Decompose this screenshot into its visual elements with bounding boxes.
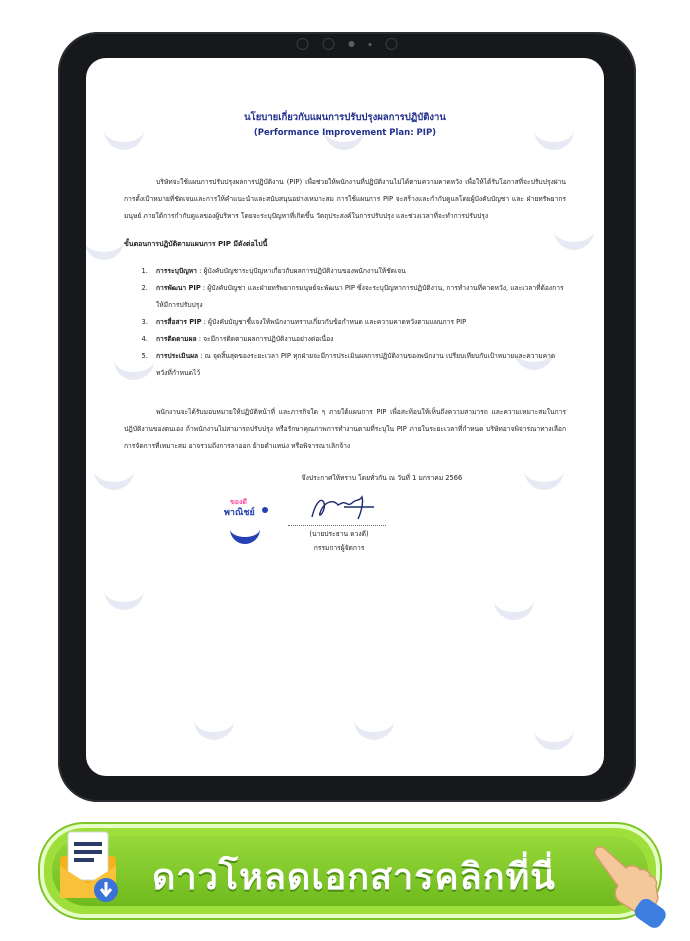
step-text: : ผู้บังคับบัญชา และฝ่ายทรัพยากรมนุษย์จะพัฒนา PIP ซึ่งจะระบุปัญหาการปฏิบัติงาน, การทำงานที่คาดหวัง, และเวลาที่ต้องการให้มีการปรับปรุง <box>156 284 564 309</box>
watermark-logo <box>526 698 586 748</box>
signature-line <box>288 525 386 526</box>
logo-smile-icon <box>230 515 260 544</box>
document-title: นโยบายเกี่ยวกับแผนการปรับปรุงผลการปฏิบัติงาน <box>244 112 446 123</box>
step-label: การสื่อสาร PIP <box>156 318 202 326</box>
document-subtitle: (Performance Improvement Plan: PIP) <box>253 128 437 138</box>
step-label: การประเมินผล <box>156 352 199 360</box>
watermark-logo <box>346 688 406 738</box>
intro-paragraph: บริษัทจะใช้แผนการปรับปรุงผลการปฏิบัติงาน (PIP) เพื่อช่วยให้พนักงานที่ปฏิบัติงานไม่ได้ตามความคาดหวัง เพื่อให้ได้รับโอกาสที่จะปรับปรุงผ่านการตั้งเป้าหมายที่ชัดเจนและการให้คำแนะนำและสนับสนุนอย่างเหมาะสม การใช้แผนการ PIP จะสร้างและกำกับดูแลโดยผู้บังคับบัญชา และ ฝ่ายทรัพยากรมนุษย์ ภายใต้การกำกับดูแลของผู้บริหาร โดยจะระบุปัญหาที่เกิดขึ้น วัตถุประสงค์ในการปรับปรุง และช่วงเวลาที่จะทำการปรับปรุง <box>124 178 566 220</box>
step-label: การระบุปัญหา <box>156 267 197 275</box>
company-logo <box>222 493 272 543</box>
envelope-download-icon <box>56 828 120 904</box>
steps-list <box>124 263 566 382</box>
step-item <box>150 331 566 348</box>
step-item <box>150 263 566 280</box>
step-item <box>150 280 566 314</box>
signer-name: (นายประธาน ดวงดี) <box>309 530 369 538</box>
camera-lens-icon <box>349 41 355 47</box>
logo-dot-icon <box>262 507 268 513</box>
step-item <box>150 348 566 382</box>
signature-icon <box>304 493 384 523</box>
closing-paragraph: พนักงานจะได้รับมอบหมายให้ปฏิบัติหน้าที่ และภารกิจใด ๆ ภายใต้แผนการ PIP เพื่อสะท้อนให้เห็นถึงความสามารถ และความเหมาะสมในการปฏิบัติงานของตนเอง ถ้าพนักงานไม่สามารถปรับปรุง หรือรักษาคุณภาพการทำงานตามที่ระบุใน PIP ภายในระยะเวลาที่กำหนด บริษัทอาจพิจารณาทางเลือกการจัดการที่เหมาะสม อาจรวมถึงการลาออก ย้ายตำแหน่ง หรือพิจารณาเลิกจ้าง <box>124 408 566 450</box>
signer-title: กรรมการผู้จัดการ <box>313 544 365 552</box>
announcement: จึงประกาศให้ทราบ โดยทั่วกัน ณ วันที่ 1 มกราคม 2566 <box>301 474 463 482</box>
watermark-logo <box>186 688 246 738</box>
download-banner-button[interactable] <box>40 824 660 918</box>
signature-block <box>124 485 566 559</box>
step-text: : ผู้บังคับบัญชาชี้แจงให้พนักงานทราบเกี่ยวกับข้อกำหนด และความคาดหวังตามแผนการ PIP <box>201 318 467 326</box>
sensor-icon <box>369 43 372 46</box>
signer <box>274 527 404 555</box>
camera-ring-icon <box>323 38 335 50</box>
step-text: : ผู้บังคับบัญชาระบุปัญหาเกี่ยวกับผลการปฏิบัติงานของพนักงานให้ชัดเจน <box>196 267 406 275</box>
download-banner-label: ดาวโหลดเอกสารคลิกที่นี่ <box>152 857 556 898</box>
policy-document <box>124 110 566 559</box>
step-label: การพัฒนา PIP <box>156 284 201 292</box>
step-item <box>150 314 566 331</box>
watermark-logo <box>486 568 546 618</box>
pointing-hand-icon <box>586 838 672 928</box>
step-text: : ณ จุดสิ้นสุดของระยะเวลา PIP ทุกฝ่ายจะมีการประเมินผลการปฏิบัติงานของพนักงาน เปรียบเทียบกับเป้าหมายและความคาดหวังที่กำหนดไว้ <box>156 352 556 377</box>
watermark-logo <box>96 558 156 608</box>
camera-ring-icon <box>386 38 398 50</box>
section-heading: ขั้นตอนการปฏิบัติตามแผนการ PIP มีดังต่อไปนี้ <box>124 240 268 248</box>
step-text: : จะมีการติดตามผลการปฏิบัติงานอย่างต่อเนื่อง <box>196 335 334 343</box>
camera-ring-icon <box>297 38 309 50</box>
banner-fill <box>52 836 648 906</box>
camera-bar <box>297 38 398 50</box>
logo-text-top: ของดี <box>230 498 247 506</box>
step-label: การติดตามผล <box>156 335 197 343</box>
logo-text-main: พาณิชย์ <box>224 508 255 518</box>
document-screen <box>86 58 604 776</box>
